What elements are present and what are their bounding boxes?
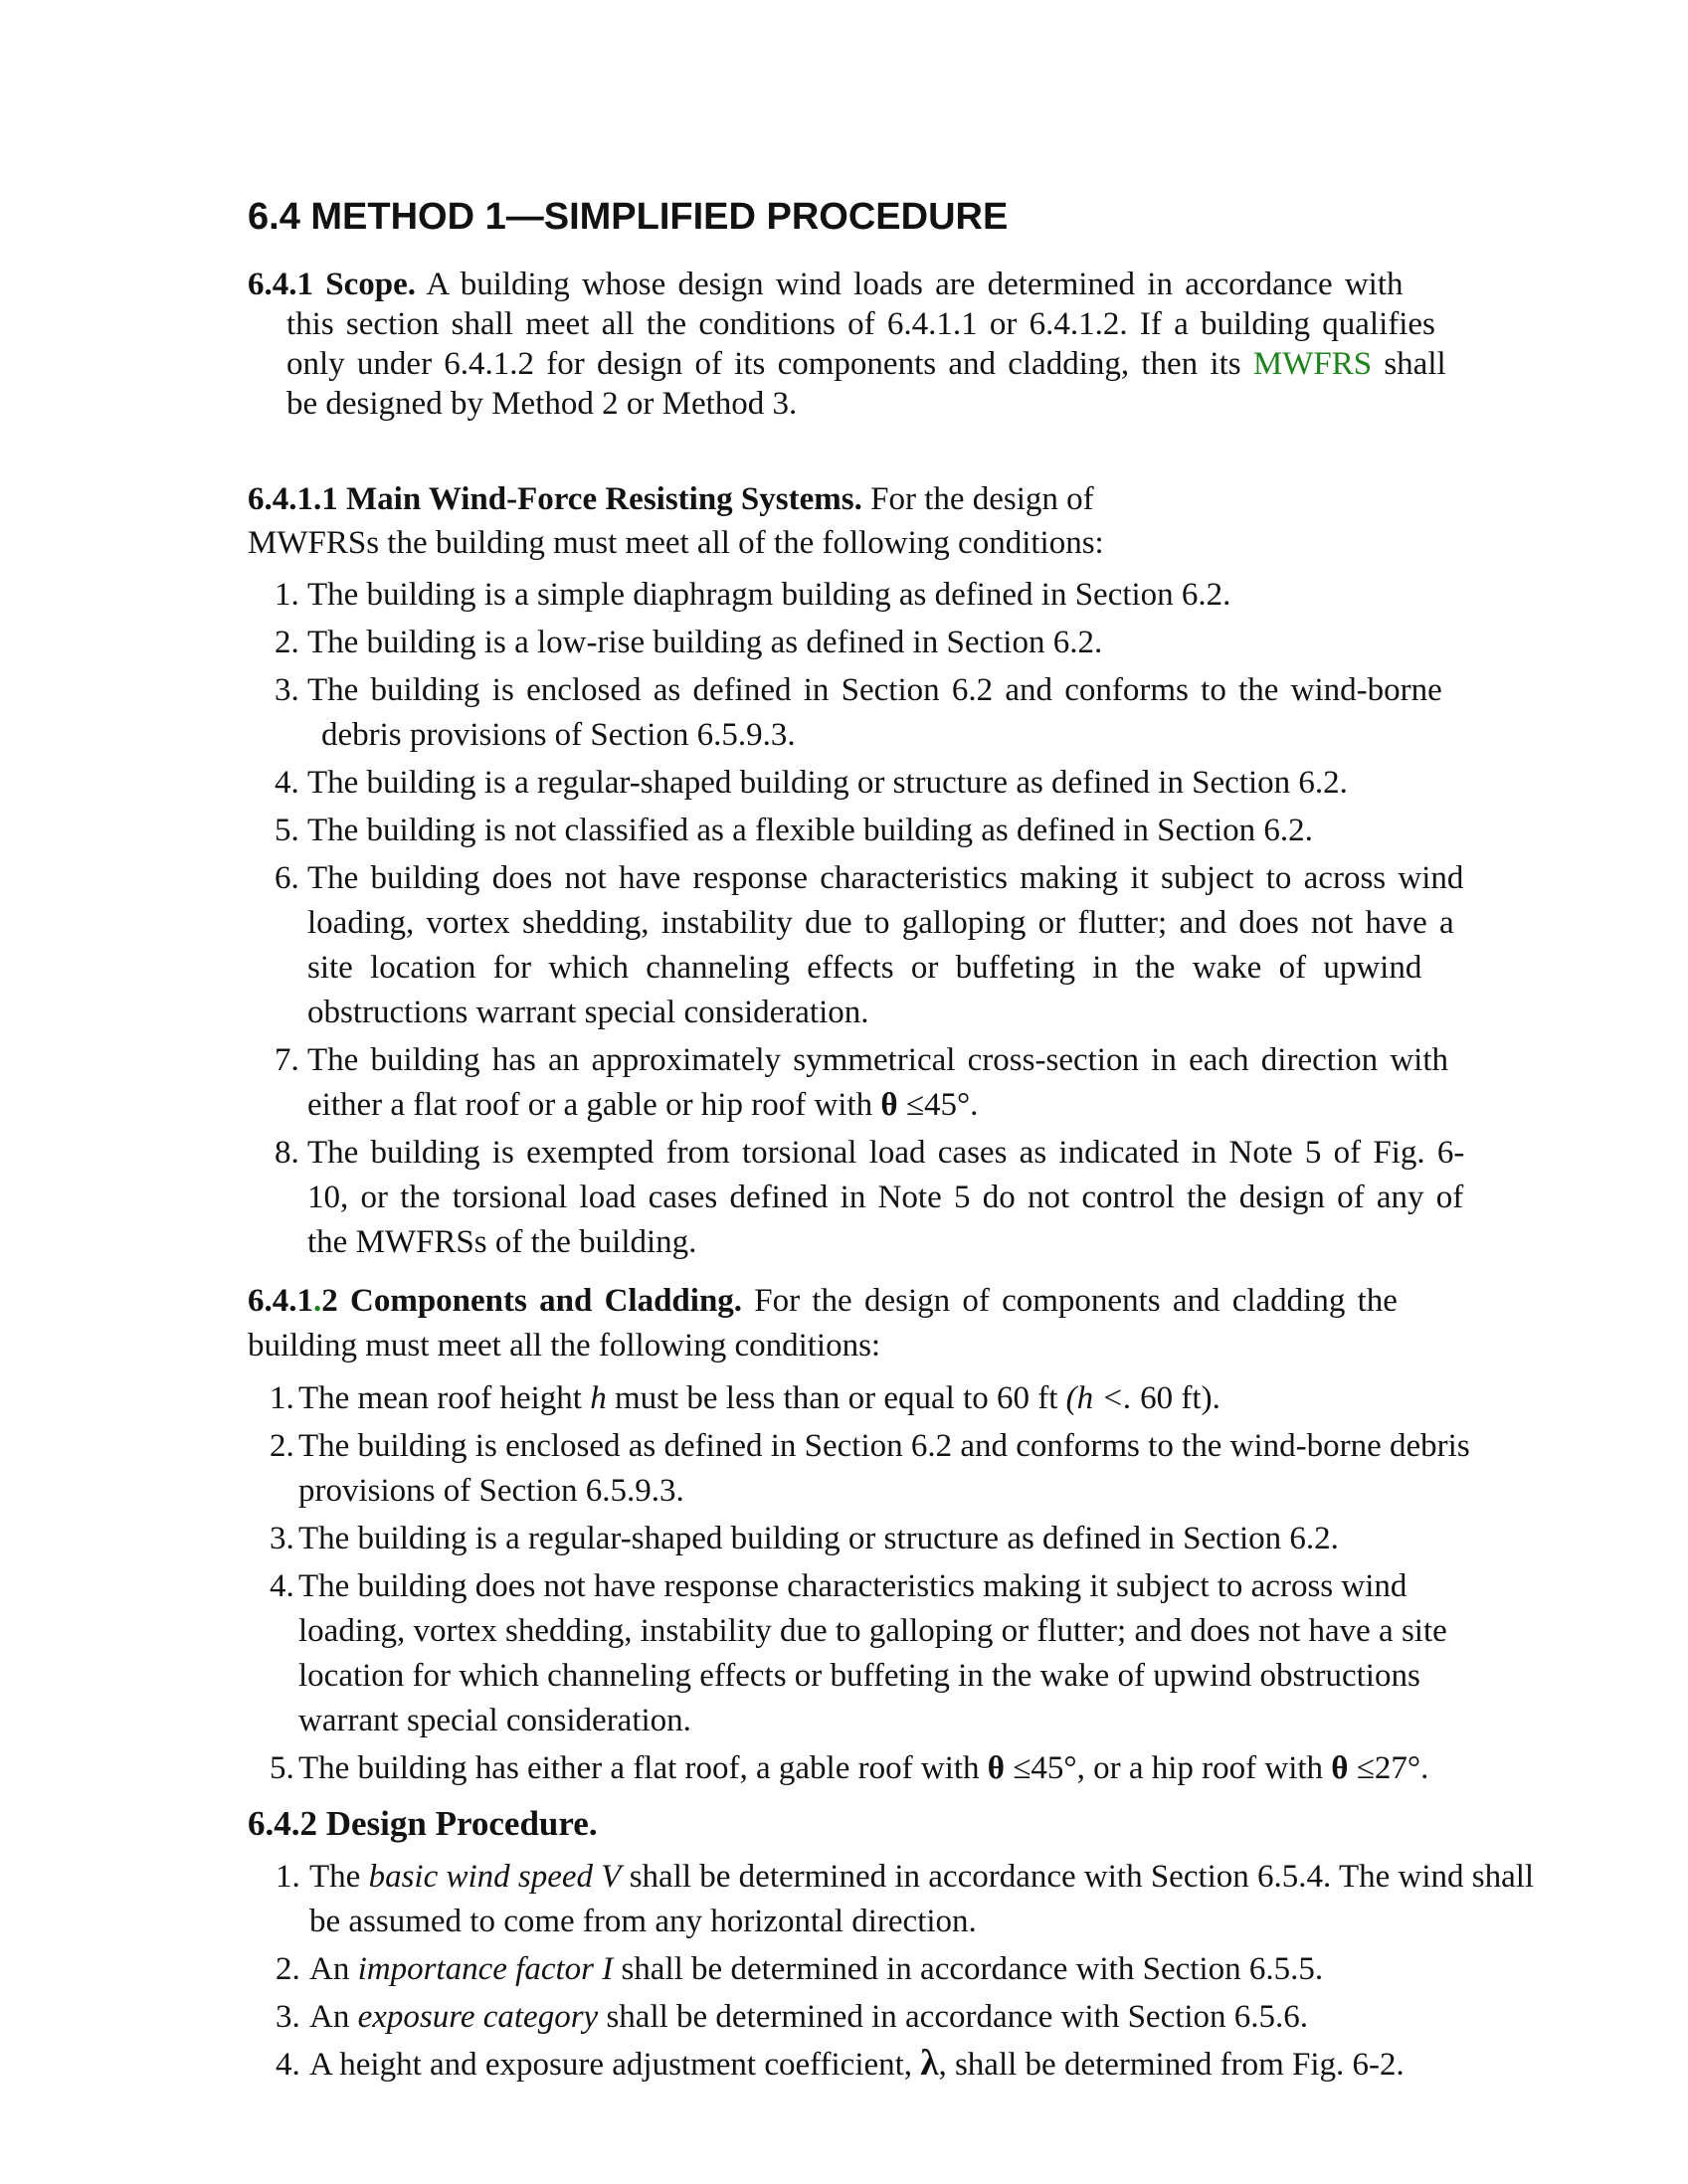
text-line [307, 809, 1571, 853]
text-line [307, 991, 1571, 1035]
mwfrs-condition-3 [275, 668, 1571, 758]
text-run: loading, vortex shedding, instability due to galloping or flutter; and does not have a site [298, 1613, 1447, 1649]
text-line [298, 1699, 1571, 1743]
lambda-symbol: λ [920, 2042, 939, 2083]
text-run: The building is a regular-shaped building or structure as defined in Section 6.2. [298, 1521, 1339, 1556]
text-run: debris provisions of Section 6.5.9.3. [321, 717, 796, 753]
text-line [307, 901, 1571, 946]
mwfrs-condition-1 [275, 573, 1571, 618]
text-line [248, 344, 1571, 384]
text-run: shall [1372, 346, 1446, 382]
text-line [307, 946, 1571, 991]
text-line [298, 1517, 1571, 1561]
text-run: The building is a regular-shaped building or structure as defined in Section 6.2. [307, 765, 1348, 801]
mwfrs-condition-8 [275, 1131, 1571, 1265]
text-line [307, 1220, 1571, 1265]
item-number: 3. [270, 1521, 294, 1556]
text-run: site location for which channeling effects or buffeting in the wake of upwind [307, 950, 1422, 986]
text-run: The building does not have response characteristics making it subject to across wind [307, 860, 1464, 896]
text-run: provisions of Section 6.5.9.3. [298, 1473, 684, 1509]
section-title: 6.4 METHOD 1—SIMPLIFIED PROCEDURE [248, 196, 1009, 238]
text-run: An [309, 1951, 358, 1987]
text-run: , shall be determined from Fig. 6-2. [938, 2047, 1405, 2083]
text-run: 60 ft). [1140, 1380, 1220, 1416]
text-run: For the design of [861, 481, 1094, 517]
text-line [298, 1609, 1571, 1654]
text-line [248, 265, 1571, 304]
text-run: The building does not have response characteristics making it subject to across wind [298, 1568, 1407, 1604]
item-number: 4. [275, 765, 299, 801]
text-run: basic wind speed V [368, 1859, 622, 1895]
text-run: be assumed to come from any horizontal direction. [309, 1904, 977, 1939]
text-line [307, 856, 1571, 901]
text-line [307, 668, 1571, 713]
text-run: MWFRSs the building must meet all of the following conditions: [248, 525, 1104, 561]
text-run: 6.4.1.1 Main Wind-Force Resisting Systems. [248, 481, 862, 517]
text-line [248, 304, 1571, 344]
section-6411-paragraph [248, 477, 1571, 565]
text-run: 6.4.1 Scope. [248, 267, 416, 302]
design-step-2 [276, 1947, 1571, 1992]
text-run: A height and exposure adjustment coefficient, [309, 2047, 921, 2083]
section-6412-paragraph [248, 1279, 1571, 1368]
item-number: 1. [270, 1380, 294, 1416]
text-run: shall be determined in accordance with Section 6.5.6. [598, 1999, 1309, 2035]
theta-symbol: θ [1331, 1750, 1349, 1786]
text-run: only under 6.4.1.2 for design of its components and cladding, then its [286, 346, 1253, 382]
item-number: 6. [275, 860, 299, 896]
text-run: The building is a low-rise building as defined in Section 6.2. [307, 625, 1103, 660]
text-run: The building is exempted from torsional load cases as indicated in Note 5 of Fig. 6- [307, 1135, 1465, 1171]
mwfrs-condition-4 [275, 761, 1571, 806]
mwfrs-condition-7 [275, 1038, 1571, 1128]
text-run: building must meet all the following conditions: [248, 1328, 881, 1364]
text-line [248, 1800, 1571, 1848]
text-line [248, 384, 1571, 424]
text-line [298, 1564, 1571, 1609]
design-step-1 [276, 1855, 1571, 1944]
text-line [298, 1746, 1571, 1791]
text-line [307, 1176, 1571, 1220]
cc-condition-4 [270, 1564, 1571, 1743]
text-line [309, 1947, 1571, 1992]
text-line [248, 1324, 1571, 1368]
item-number: 2. [270, 1428, 294, 1464]
text-line [248, 477, 1571, 521]
item-number: 8. [275, 1135, 299, 1171]
text-run: ≤27°. [1348, 1750, 1429, 1786]
item-number: 3. [275, 672, 299, 708]
item-number: 4. [270, 1568, 294, 1604]
text-line [307, 1131, 1571, 1176]
text-line [307, 621, 1571, 665]
text-run: warrant special consideration. [298, 1703, 691, 1738]
mwfrs-link[interactable]: MWFRS [1252, 346, 1373, 382]
item-number: 2. [276, 1951, 300, 1987]
section-642-heading [248, 1800, 1571, 1848]
item-number: 7. [275, 1042, 299, 1078]
text-line [307, 1083, 1571, 1128]
text-run: The building has either a flat roof, a gable roof with [298, 1750, 988, 1786]
text-run: be designed by Method 2 or Method 3. [286, 386, 798, 422]
text-run: 10, or the torsional load cases defined in Note 5 do not control the design of any of [307, 1180, 1464, 1215]
link-artifact-dot: . [313, 1283, 322, 1319]
text-run: either a flat roof or a gable or hip roof with [307, 1087, 881, 1123]
text-line [298, 1654, 1571, 1699]
text-run: ≤45°, or a hip roof with [1005, 1750, 1332, 1786]
theta-symbol: θ [880, 1087, 898, 1123]
text-line [307, 1038, 1571, 1083]
text-run: h [590, 1380, 607, 1416]
text-run: 6.4.1 [248, 1283, 313, 1319]
theta-symbol: θ [987, 1750, 1006, 1786]
text-run: The building is enclosed as defined in Section 6.2 and conforms to the wind-borne [307, 672, 1442, 708]
text-run: A building whose design wind loads are determined in accordance with [416, 267, 1404, 302]
design-step-3 [276, 1995, 1571, 2040]
text-line [309, 1855, 1571, 1900]
text-line [248, 521, 1571, 565]
item-number: 5. [270, 1750, 294, 1786]
text-line [309, 2043, 1571, 2088]
text-run: location for which channeling effects or buffeting in the wake of upwind obstructions [298, 1658, 1420, 1694]
text-run: For the design of components and cladding the [742, 1283, 1398, 1319]
text-line [298, 1424, 1571, 1469]
text-line [309, 1995, 1571, 2040]
text-line [307, 713, 1571, 758]
text-run: ≤45°. [897, 1087, 979, 1123]
item-number: 1. [276, 1859, 300, 1895]
text-run: must be less than or equal to 60 ft [606, 1380, 1066, 1416]
mwfrs-condition-6 [275, 856, 1571, 1035]
item-number: 2. [275, 625, 299, 660]
text-line [248, 1279, 1571, 1324]
item-number: 5. [275, 813, 299, 848]
item-number: 4. [276, 2047, 300, 2083]
text-run: The mean roof height [298, 1380, 591, 1416]
text-run: shall be determined in accordance with Section 6.5.4. The wind shall [621, 1859, 1535, 1895]
text-line [309, 1900, 1571, 1944]
cc-condition-3 [270, 1517, 1571, 1561]
design-step-4 [276, 2042, 1571, 2088]
text-run: 6.4.2 Design Procedure. [248, 1804, 598, 1843]
cc-condition-2 [270, 1424, 1571, 1514]
text-run: The building is not classified as a flexible building as defined in Section 6.2. [307, 813, 1313, 848]
text-run: exposure category [357, 1999, 599, 2035]
scope-paragraph [248, 265, 1571, 424]
document-content [248, 195, 1571, 2088]
text-run: loading, vortex shedding, instability due to galloping or flutter; and does not have a [307, 905, 1454, 941]
item-number: 1. [275, 577, 299, 613]
text-run: The building is enclosed as defined in Section 6.2 and conforms to the wind-borne debris [298, 1428, 1470, 1464]
text-run: shall be determined in accordance with Section 6.5.5. [613, 1951, 1324, 1987]
text-line [307, 761, 1571, 806]
mwfrs-condition-5 [275, 809, 1571, 853]
text-run: The building is a simple diaphragm building as defined in Section 6.2. [307, 577, 1231, 613]
item-number: 3. [276, 1999, 300, 2035]
text-run: The building has an approximately symmetrical cross-section in each direction with [307, 1042, 1449, 1078]
cc-condition-5 [270, 1746, 1571, 1791]
text-run: importance factor I [357, 1951, 614, 1987]
text-run: (h <. [1065, 1380, 1141, 1416]
text-line [298, 1469, 1571, 1514]
text-run: the MWFRSs of the building. [307, 1224, 697, 1260]
text-run: The [309, 1859, 369, 1895]
text-line [298, 1376, 1571, 1421]
mwfrs-condition-2 [275, 621, 1571, 665]
text-run: 2 Components and Cladding. [321, 1283, 743, 1319]
text-run: An [309, 1999, 358, 2035]
text-run: this section shall meet all the conditions of 6.4.1.1 or 6.4.1.2. If a building qualifies [286, 306, 1435, 342]
cc-condition-1 [270, 1376, 1571, 1421]
text-run: obstructions warrant special consideration. [307, 995, 869, 1030]
text-line [307, 573, 1571, 618]
